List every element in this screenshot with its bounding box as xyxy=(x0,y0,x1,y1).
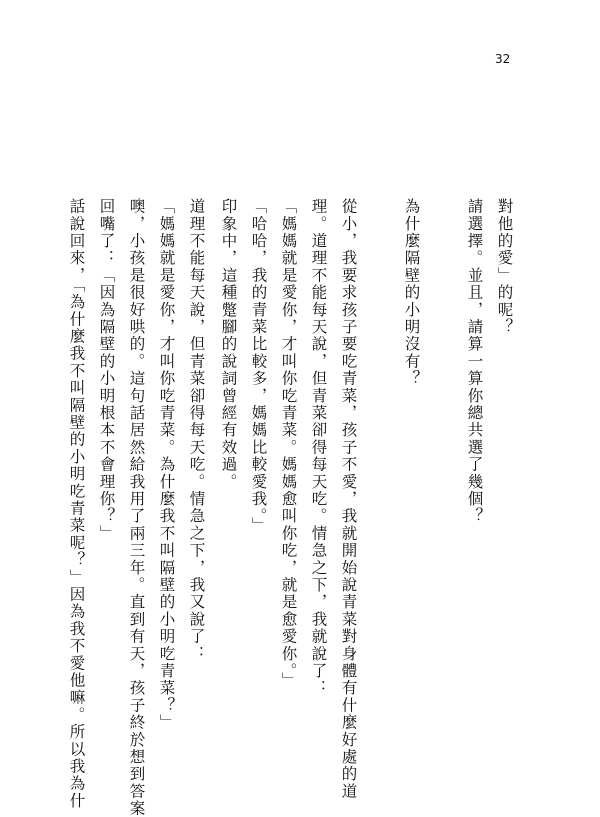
text-column: 為什麼隔壁的小明沒有？ xyxy=(402,198,421,388)
text-column: 「媽媽就是愛你，才叫你吃青菜。媽媽愈叫你吃，就是愈愛你。」 xyxy=(279,198,298,690)
text-column: 話說回來，「為什麼我不叫隔壁的小明吃青菜呢？」因為我不愛他嘛。所以我為什 xyxy=(67,198,86,810)
text-column: 「媽媽就是愛你，才叫你吃青菜。為什麼我不叫隔壁的小明吃青菜？」 xyxy=(157,198,176,732)
text-column: 理。道理不能每天說，但青菜卻得每天吃。情急之下，我就說了： xyxy=(309,198,328,697)
text-column: 回嘴了：「因為隔壁的小明根本不會理你？」 xyxy=(97,198,116,542)
text-column: 印象中，這種蹩腳的說詞曾經有效過。 xyxy=(219,198,238,491)
page-number: 32 xyxy=(495,52,511,66)
text-column: 噢，小孩是很好哄的。這句話居然給我用了兩三年。直到有天，孩子終於想到答案 xyxy=(127,198,146,817)
text-column: 從小，我要求孩子要吃青菜，孩子不愛，我就開始說青菜對身體有什麼好處的道 xyxy=(339,198,358,800)
text-column: 請選擇。並且，請算一算你總共選了幾個？ xyxy=(465,198,484,525)
text-column: 對他的愛」的呢？ xyxy=(495,198,514,336)
text-column: 「哈哈，我的青菜比較多，媽媽比較愛我。」 xyxy=(249,198,268,535)
text-column: 道理不能每天說，但青菜卻得每天吃。情急之下，我又說了： xyxy=(187,198,206,663)
